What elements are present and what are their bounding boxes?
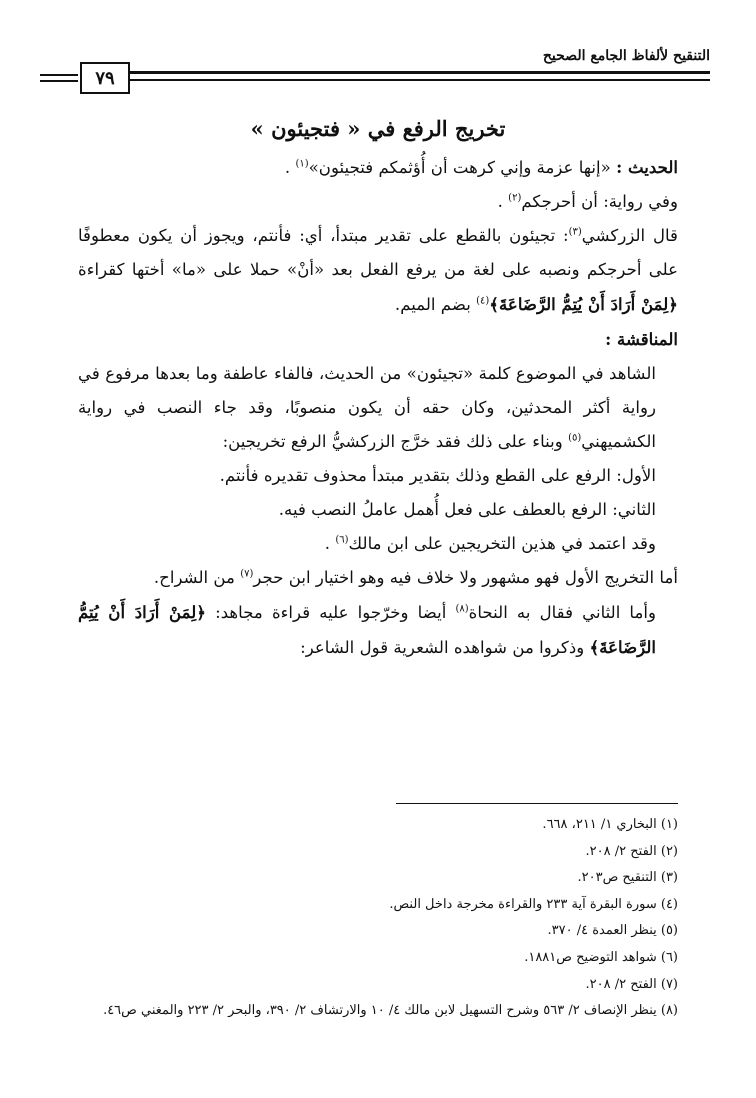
page-header: [40, 40, 710, 90]
footnote-ref: (٥): [568, 432, 582, 444]
footnote-ref: (٢): [508, 192, 522, 204]
hadith-text: «إنها عزمة وإني كرهت أن أُؤثمكم فتجيئون»: [308, 158, 617, 177]
quran-verse: ﴿لِمَنْ أَرَادَ أَنْ يُتِمُّ الرَّضَاعَةَ﴾: [489, 294, 678, 314]
footnote-ref: (٨): [455, 603, 469, 615]
footnote: (٨) ينظر الإنصاف ٢/ ٥٦٣ وشرح التسهيل لابن مالك ٤/ ١٠ والارتشاف ٢/ ٣٩٠، والبحر ٢/ ٢٢٣ والمغني ص٤٦.: [103, 1003, 678, 1019]
footnote: (٤) سورة البقرة آية ٢٣٣ والقراءة مخرجة داخل النص.: [389, 896, 678, 912]
footnote-ref: (٤): [476, 295, 490, 307]
footnote-separator: [396, 803, 678, 804]
zarkashi-text: : تجيئون بالقطع على تقدير مبتدأ، أي: فأنتم، ويجوز أن يكون معطوفًا على أحرجكم ونصبه على لغة من يرفع الفعل بعد «أنْ» حملا على «ما» أختها كقراءة: [78, 226, 678, 279]
footnote-ref: (١): [295, 158, 309, 170]
page-number-dash: [40, 74, 78, 76]
second-reference-paragraph: [78, 595, 678, 665]
header-rule-thin: [110, 79, 710, 81]
hadith-paragraph: [78, 150, 678, 185]
relied-text: وقد اعتمد في هذين التخريجين على ابن مالك: [348, 534, 656, 553]
header-rule: [110, 71, 710, 74]
zarkashi-text: قال الزركشي: [581, 226, 678, 245]
discussion-heading-paragraph: [78, 322, 678, 357]
footnote-ref: (٣): [568, 226, 582, 238]
zarkashi-text: بضم الميم.: [394, 295, 477, 314]
riwaya-text: وفي رواية: أن أحرجكم: [521, 192, 678, 211]
second-reference-text: وأما الثاني فقال به النحاة: [468, 603, 657, 622]
first-reference-text: أما التخريج الأول فهو مشهور ولا خلاف فيه وهو اختيار ابن حجر: [253, 568, 678, 587]
quran-verse: ﴿لِمَنْ أَرَادَ أَنْ يُتِمُّ الرَّضَاعَةَ﴾: [78, 602, 656, 657]
relied-end: .: [324, 534, 336, 553]
discussion-label: المناقشة :: [605, 329, 678, 349]
hadith-end: .: [284, 158, 296, 177]
first-reading: الأول: الرفع على القطع وذلك بتقدير مبتدأ محذوف تقديره فأنتم.: [219, 466, 656, 485]
first-reference-text: من الشراح.: [153, 568, 241, 587]
footnote: (٧) الفتح ٢/ ٢٠٨.: [585, 976, 678, 992]
discussion-text: وبناء على ذلك فقد خرَّج الزركشيُّ الرفع تخريجين:: [222, 432, 569, 451]
second-reference-text: أيضا وخرّجوا عليه قراءة مجاهد:: [205, 603, 456, 622]
second-reading: الثاني: الرفع بالعطف على فعل أُهمل عاملُ النصب فيه.: [278, 500, 656, 519]
second-reference-text: وذكروا من شواهده الشعرية قول الشاعر:: [300, 638, 590, 657]
footnote: (١) البخاري ١/ ٢١١، ٦٦٨.: [542, 817, 678, 832]
zarkashi-paragraph: [78, 219, 678, 322]
main-text: [78, 114, 678, 665]
relied-paragraph: [78, 527, 678, 561]
riwaya-paragraph: [78, 185, 678, 219]
discussion-text: الشاهد في الموضوع كلمة «تجيئون» من الحديث، فالفاء عاطفة وما بعدها مرفوع في رواية أكثر المحدثين، وكان حقه أن يكون منصوبًا، وقد جاء النصب في رواية الكشميهني: [78, 364, 656, 451]
hadith-label: الحديث :: [616, 157, 678, 177]
page-number-dash: [40, 80, 78, 82]
footnote: (٣) التنقيح ص٢٠٣.: [577, 870, 678, 886]
footnote-ref: (٦): [335, 534, 349, 546]
footnote: (٦) شواهد التوضيح ص١٨٨١.: [524, 949, 678, 965]
page-number: ٧٩: [80, 62, 130, 94]
footnotes: [70, 812, 678, 1025]
riwaya-end: .: [497, 192, 509, 211]
footnote: (٥) ينظر العمدة ٤/ ٣٧٠.: [547, 923, 678, 939]
first-reference-paragraph: [78, 561, 678, 595]
running-title: التنقيح لألفاظ الجامع الصحيح: [542, 48, 710, 64]
footnote-ref: (٧): [240, 568, 254, 580]
footnote: (٢) الفتح ٢/ ٢٠٨.: [585, 843, 678, 859]
chapter-title: تخريج الرفع في « فتجيئون »: [250, 116, 506, 141]
discussion-paragraph: [78, 357, 678, 459]
